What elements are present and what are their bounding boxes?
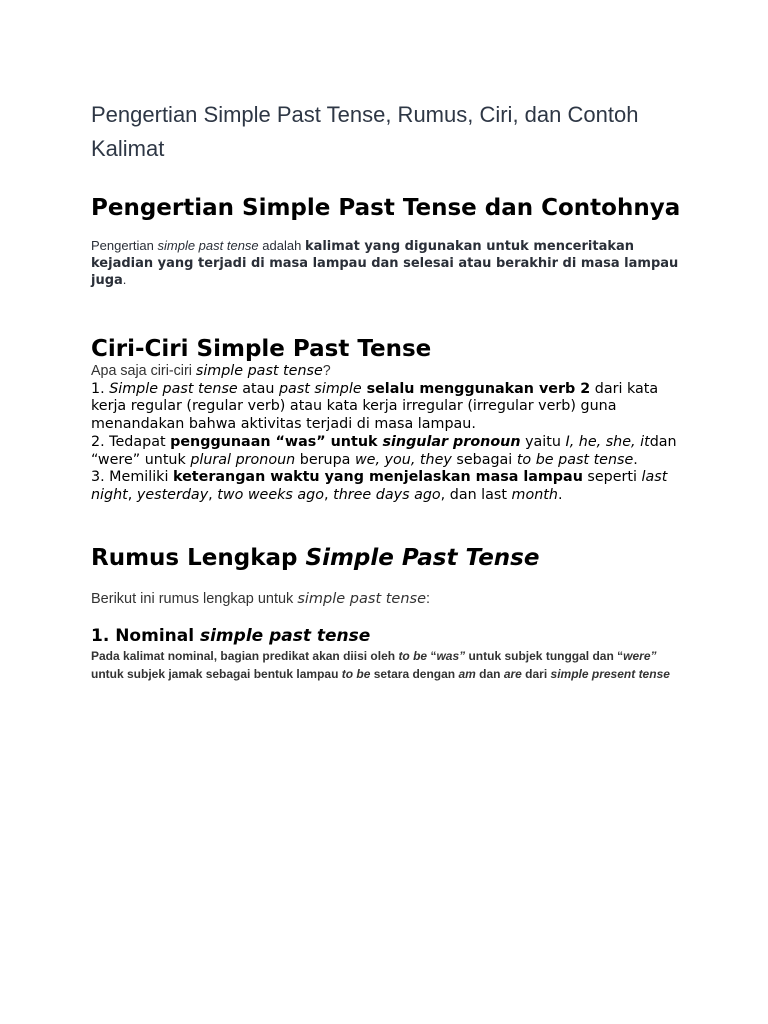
text-run: berupa	[295, 451, 355, 468]
text-run: simple present tense	[550, 667, 670, 681]
text-run: sebagai	[451, 451, 517, 468]
section-heading-rumus	[91, 542, 539, 574]
text-run: were”	[623, 649, 657, 663]
text-run: Simple Past Tense	[305, 545, 540, 571]
text-run: , dan last	[440, 486, 512, 503]
text-run: untuk subjek jamak sebagai bentuk lampau	[91, 667, 342, 681]
text-run: Berikut ini rumus lengkap untuk	[91, 591, 298, 607]
ciri-item-3	[91, 469, 691, 504]
ciri-question	[91, 363, 691, 381]
text-run: 3. Memiliki	[91, 469, 173, 486]
text-run: dari kata kerja regular (regular verb) atau kata kerja irregular (irregular verb) guna menandakan bahwa aktivitas terjadi di masa lampau.	[91, 380, 659, 433]
text-run: simple past tense	[195, 363, 323, 379]
ciri-item-2	[91, 434, 691, 469]
text-run: to be past tense	[516, 451, 634, 468]
ciri-item-1	[91, 381, 691, 434]
text-run: simple past tense	[199, 626, 371, 646]
text-run: “	[427, 649, 437, 663]
ciri-list	[91, 363, 691, 505]
text-run: I, he, she, it	[565, 433, 650, 450]
text-run: dari	[521, 667, 551, 681]
text-run: Pengertian	[91, 238, 158, 253]
text-run: setara dengan	[370, 667, 459, 681]
text-run: untuk subjek tunggal dan “	[465, 649, 624, 663]
section-heading-ciri: Ciri-Ciri Simple Past Tense	[91, 336, 432, 362]
text-run: :	[426, 591, 431, 607]
text-run: ?	[322, 363, 331, 379]
text-run: are	[503, 667, 522, 681]
text-run: .	[557, 486, 563, 503]
text-run: adalah	[258, 238, 305, 253]
text-run: simple past tense	[297, 591, 427, 607]
rumus-intro	[91, 589, 430, 609]
text-run: .	[633, 451, 638, 468]
document-title: Pengertian Simple Past Tense, Rumus, Ciri, dan Contoh Kalimat	[91, 102, 639, 161]
text-run: Pada kalimat nominal, bagian predikat akan diisi oleh	[91, 649, 399, 663]
section-heading-pengertian: Pengertian Simple Past Tense dan Contohnya	[91, 195, 681, 221]
text-run: .	[122, 272, 127, 287]
text-run: Rumus Lengkap	[91, 545, 306, 571]
text-run-bold: kalimat yang digunakan untuk menceritakan kejadian yang terjadi di masa lampau dan selesai atau berakhir di masa lampau juga	[91, 239, 679, 288]
text-run: am	[458, 667, 476, 681]
text-run: Apa saja ciri-ciri	[91, 363, 196, 379]
text-run: ,	[127, 486, 137, 503]
text-run: 1.	[91, 380, 110, 397]
text-run: two weeks ago	[217, 486, 324, 503]
text-run: three days ago	[333, 486, 441, 503]
text-run: to be	[341, 667, 371, 681]
text-run: ,	[324, 486, 334, 503]
paragraph-nominal	[91, 647, 681, 683]
text-run-bold: singular pronoun	[382, 433, 521, 450]
text-run: seperti	[582, 469, 642, 486]
text-run: 1. Nominal	[91, 626, 200, 646]
text-run: past simple	[278, 380, 362, 397]
text-run: simple past tense	[157, 238, 259, 253]
paragraph-pengertian	[91, 238, 681, 290]
text-run: plural pronoun	[190, 451, 296, 468]
text-run: 2. Tedapat	[91, 433, 171, 450]
text-run: yaitu	[520, 433, 566, 450]
text-run-bold: penggunaan “was” untuk	[170, 433, 383, 450]
text-run: ,	[208, 486, 218, 503]
text-run-bold: keterangan waktu yang menjelaskan masa lampau	[172, 469, 583, 486]
subheading-nominal	[91, 624, 370, 648]
text-run: Simple past tense	[109, 380, 238, 397]
text-run: dan	[475, 667, 504, 681]
text-run: atau	[237, 380, 279, 397]
text-run: we, you, they	[354, 451, 452, 468]
text-run: yesterday	[136, 486, 209, 503]
text-run: was”	[436, 649, 466, 663]
text-run: dan “were” untuk	[91, 433, 677, 468]
text-run: to be	[398, 649, 428, 663]
text-run-bold: selalu menggunakan verb 2	[361, 380, 591, 397]
text-run: last night	[91, 469, 668, 503]
text-run: month	[511, 486, 558, 503]
